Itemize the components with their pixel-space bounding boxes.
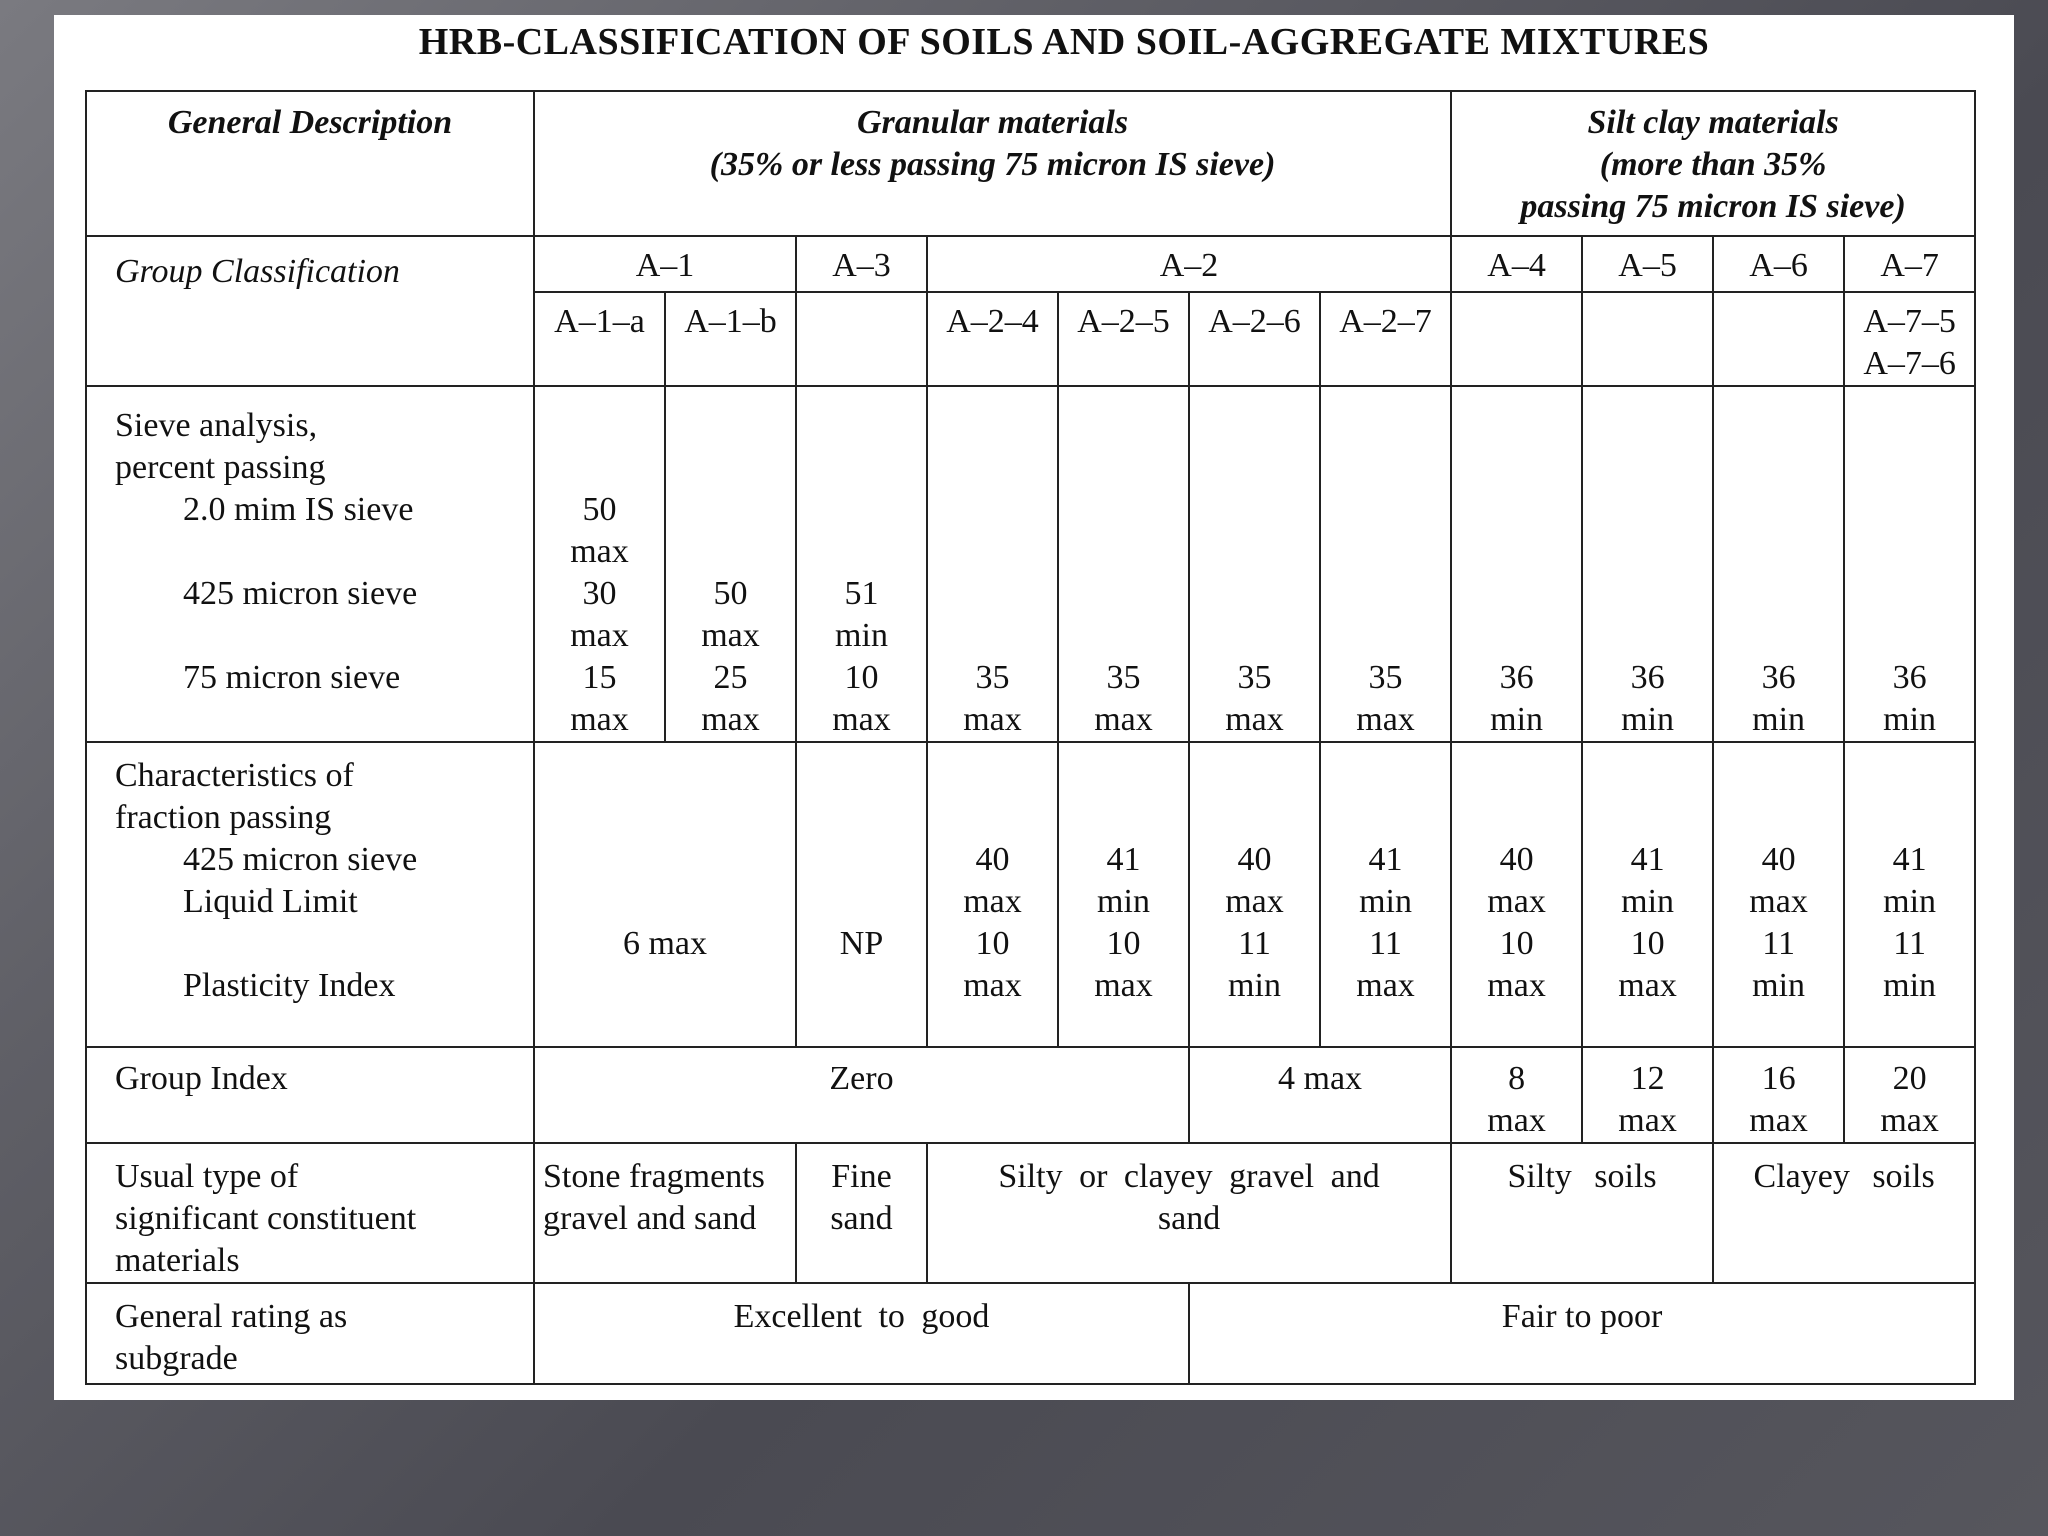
subgroup-a1b: A–1–b [665,292,796,386]
page-title: HRB-CLASSIFICATION OF SOILS AND SOIL-AGGREGATE MIXTURES [418,21,1710,63]
subgroup-a3-empty [796,292,927,386]
silt-clay-materials-header: Silt clay materials (more than 35% passing 75 micron IS sieve) [1451,91,1975,236]
sieve-a1a: 50 max 30 max 15 max [534,386,665,742]
char-a26: 40 max 11 min [1189,742,1320,1047]
sieve-analysis-row [86,386,1975,742]
char-a4: 40 max 10 max [1451,742,1582,1047]
sieve-a4: 36 min [1451,386,1582,742]
characteristics-label: Characteristics of fraction passing 425 micron sieve Liquid Limit Plasticity Index [86,742,534,1047]
subgroup-a6-empty [1713,292,1844,386]
constituents-silty: Silty soils [1451,1143,1713,1283]
subgroup-a4-empty [1451,292,1582,386]
granular-materials-header: Granular materials (35% or less passing 75 micron IS sieve) [534,91,1451,236]
char-a25: 41 min 10 max [1058,742,1189,1047]
group-index-a7: 20 max [1844,1047,1975,1143]
group-a7: A–7 [1844,236,1975,292]
group-index-a5: 12 max [1582,1047,1713,1143]
group-a1: A–1 [534,236,796,292]
header-row [86,91,1975,236]
rating-row [86,1283,1975,1384]
char-a24: 40 max 10 max [927,742,1058,1047]
general-description-header: General Description [86,91,534,236]
group-index-row [86,1047,1975,1143]
sieve-a6: 36 min [1713,386,1844,742]
char-a27: 41 min 11 max [1320,742,1451,1047]
group-a6: A–6 [1713,236,1844,292]
char-a1-pi: 6 max [534,742,796,1047]
sieve-analysis-label: Sieve analysis, percent passing 2.0 mim IS sieve 425 micron sieve 75 micron sieve [86,386,534,742]
constituents-a2: Silty or clayey gravel and sand [927,1143,1451,1283]
group-a3: A–3 [796,236,927,292]
group-a5: A–5 [1582,236,1713,292]
group-row [86,236,1975,292]
constituents-row [86,1143,1975,1283]
constituents-label: Usual type of significant constituent materials [86,1143,534,1283]
group-classification-label: Group Classification [86,236,534,386]
group-index-zero: Zero [534,1047,1189,1143]
group-a2: A–2 [927,236,1451,292]
char-a7: 41 min 11 min [1844,742,1975,1047]
sieve-a26: 35 max [1189,386,1320,742]
char-a3-pi: NP [796,742,927,1047]
rating-fair: Fair to poor [1189,1283,1975,1384]
subgroup-a7: A–7–5 A–7–6 [1844,292,1975,386]
sieve-a7: 36 min [1844,386,1975,742]
sieve-a24: 35 max [927,386,1058,742]
rating-excellent: Excellent to good [534,1283,1189,1384]
subgroup-a26: A–2–6 [1189,292,1320,386]
group-index-a4: 8 max [1451,1047,1582,1143]
subgroup-a1a: A–1–a [534,292,665,386]
sieve-a25: 35 max [1058,386,1189,742]
group-index-a6: 16 max [1713,1047,1844,1143]
sieve-a1b: 50 max 25 max [665,386,796,742]
char-a5: 41 min 10 max [1582,742,1713,1047]
group-index-four-max: 4 max [1189,1047,1451,1143]
char-a6: 40 max 11 min [1713,742,1844,1047]
sieve-a5: 36 min [1582,386,1713,742]
constituents-a1: Stone fragments gravel and sand [534,1143,796,1283]
sieve-a27: 35 max [1320,386,1451,742]
sieve-a3: 51 min 10 max [796,386,927,742]
constituents-a3: Fine sand [796,1143,927,1283]
classification-table [85,90,1976,1385]
characteristics-row [86,742,1975,1047]
constituents-clayey: Clayey soils [1713,1143,1975,1283]
subgroup-a25: A–2–5 [1058,292,1189,386]
subgroup-a5-empty [1582,292,1713,386]
group-a4: A–4 [1451,236,1582,292]
subgroup-a24: A–2–4 [927,292,1058,386]
rating-label: General rating as subgrade [86,1283,534,1384]
subgroup-a27: A–2–7 [1320,292,1451,386]
group-index-label: Group Index [86,1047,534,1143]
